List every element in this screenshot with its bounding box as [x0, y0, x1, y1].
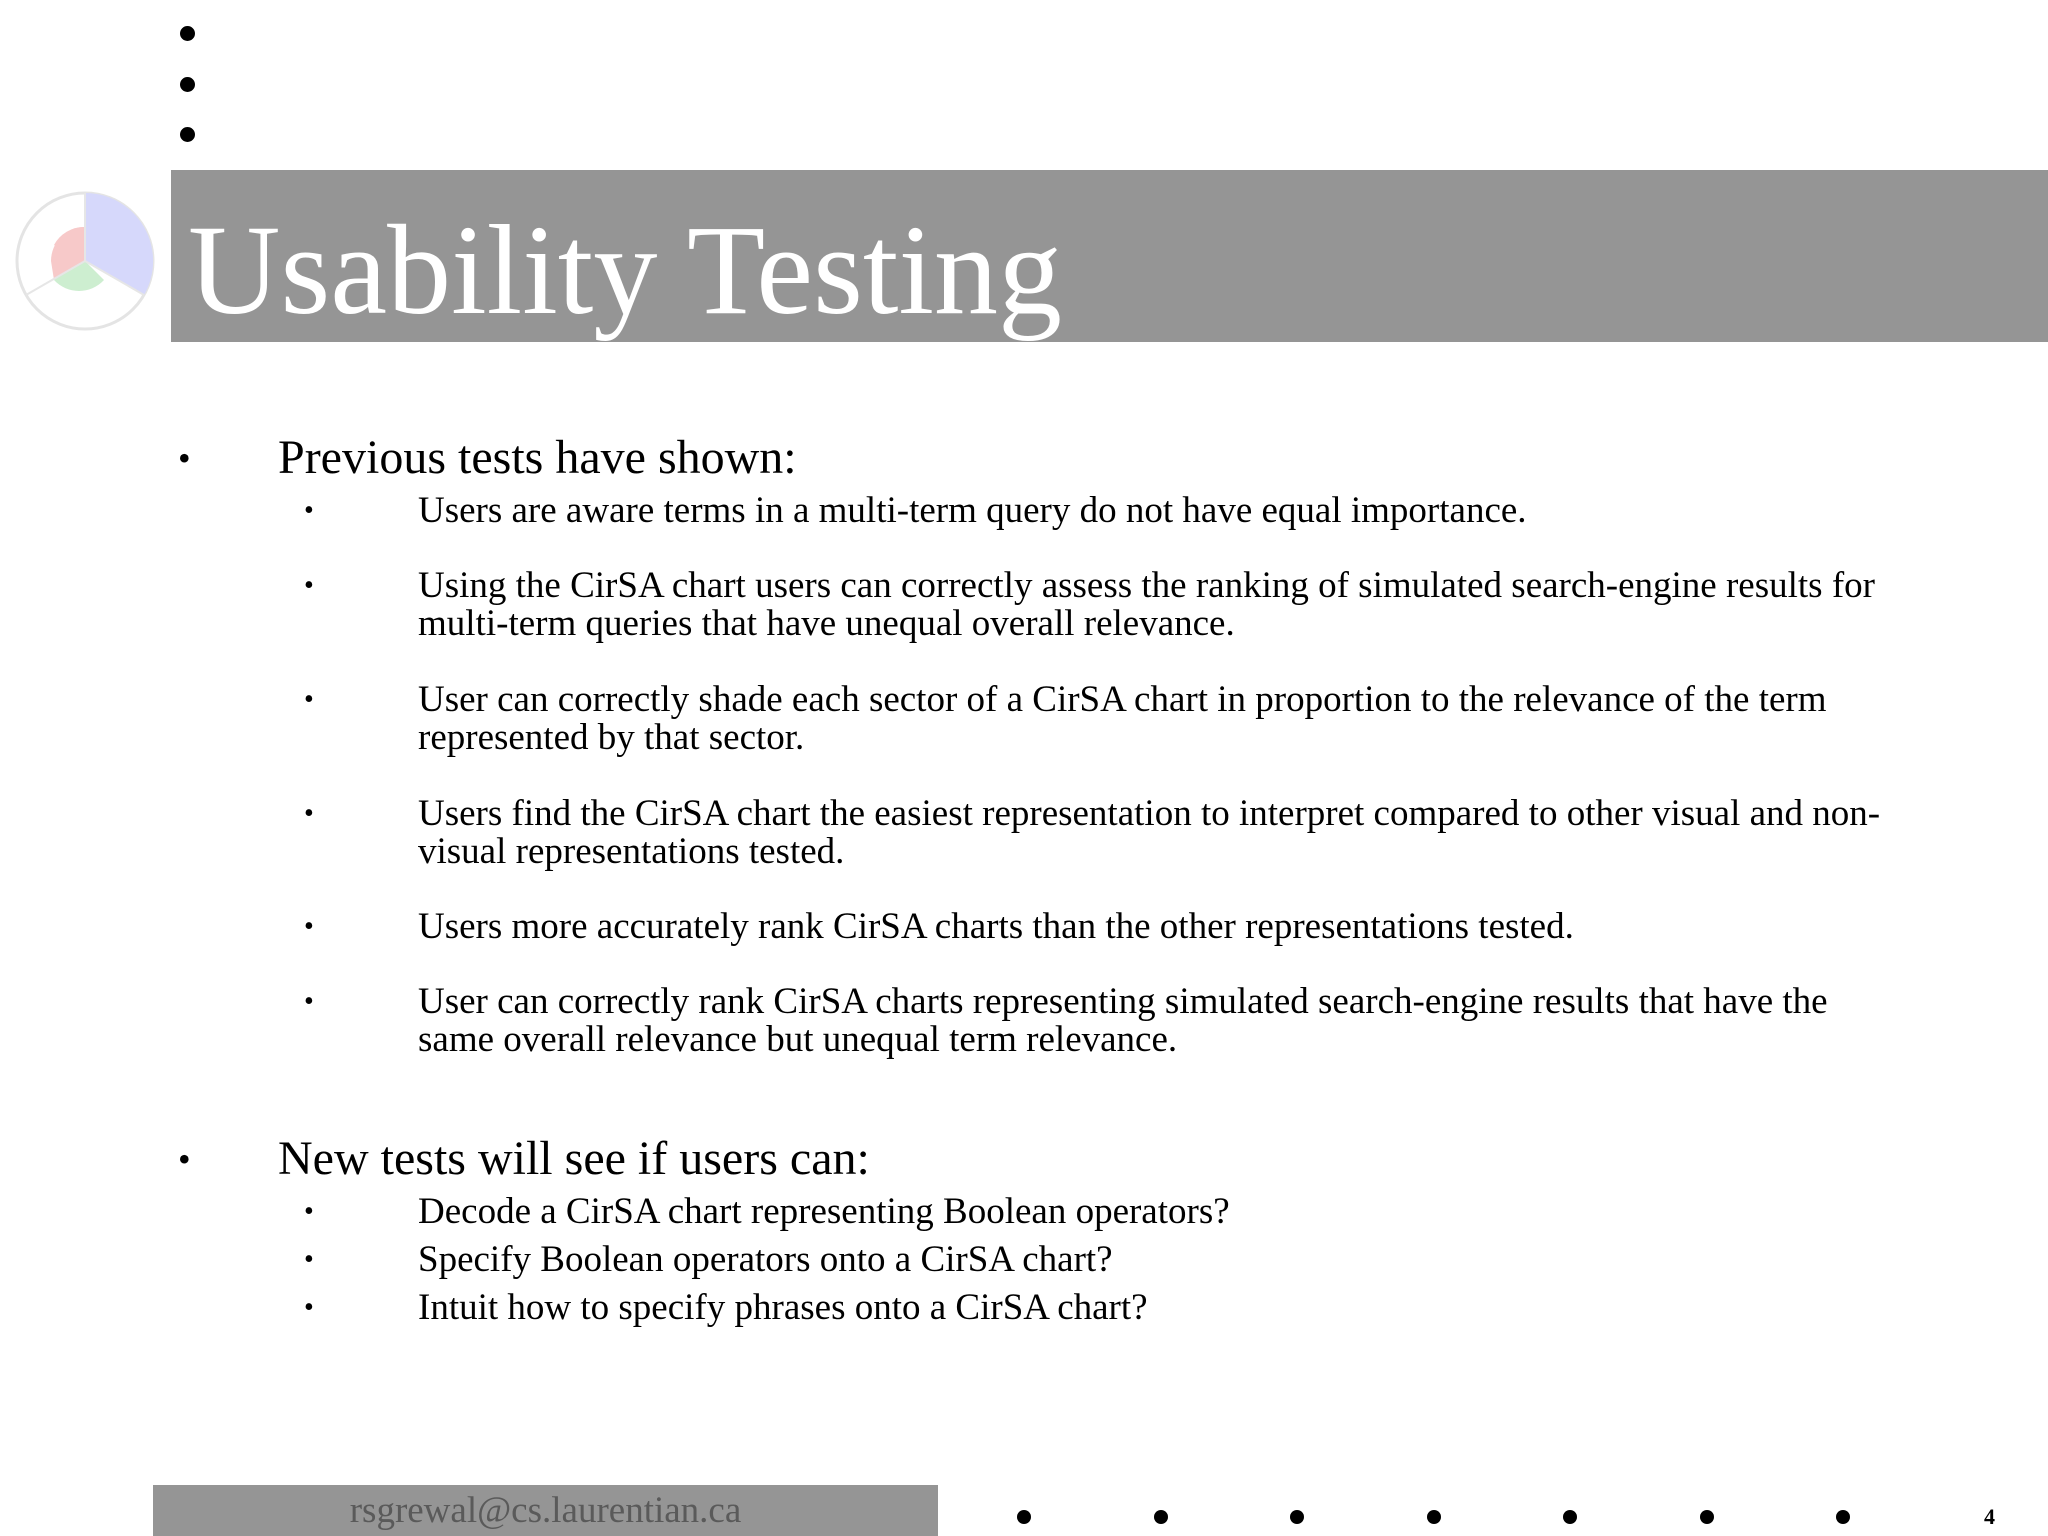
- decorative-dot: [180, 77, 195, 92]
- footer-email: rsgrewal@cs.laurentian.ca: [349, 1490, 742, 1531]
- footer-dot: [1290, 1510, 1304, 1524]
- bullet-icon: •: [304, 570, 314, 601]
- list-item: Specify Boolean operators onto a CirSA chart?: [418, 1239, 1113, 1280]
- list-item: Using the CirSA chart users can correctly assess the ranking of simulated search-engine results for multi-term queries that have unequal overall relevance.: [418, 565, 1875, 644]
- slide-title: Usability Testing: [188, 199, 1062, 341]
- bullet-icon: •: [178, 438, 191, 478]
- page-number: 4: [1984, 1504, 1995, 1529]
- footer-dot: [1700, 1510, 1714, 1524]
- bullet-icon: •: [304, 911, 314, 942]
- bullet-icon: •: [304, 495, 314, 526]
- bullet-icon: •: [304, 986, 314, 1017]
- bullet-icon: •: [304, 1292, 314, 1323]
- footer-dot: [1427, 1510, 1441, 1524]
- bullet-icon: •: [304, 1244, 314, 1275]
- bullet-icon: •: [304, 1196, 314, 1227]
- list-item: User can correctly shade each sector of a CirSA chart in proportion to the relevance of the term represented by that sector.: [418, 679, 1827, 758]
- footer-dot: [1017, 1510, 1031, 1524]
- cirsa-logo-icon: [14, 190, 156, 332]
- decorative-dot: [180, 26, 195, 41]
- bullet-icon: •: [178, 1139, 191, 1179]
- list-item: Users find the CirSA chart the easiest representation to interpret compared to other visual and non-visual representations tested.: [418, 793, 1881, 872]
- bullet-icon: •: [304, 798, 314, 829]
- footer-dot: [1836, 1510, 1850, 1524]
- section-heading: Previous tests have shown:: [278, 431, 797, 484]
- footer-dot: [1154, 1510, 1168, 1524]
- footer-dot: [1563, 1510, 1577, 1524]
- list-item: User can correctly rank CirSA charts representing simulated search-engine results that have the same overall relevance but unequal term relevance.: [418, 981, 1828, 1060]
- list-item: Users are aware terms in a multi-term query do not have equal importance.: [418, 490, 1527, 531]
- list-item: Intuit how to specify phrases onto a CirSA chart?: [418, 1287, 1148, 1328]
- list-item: Decode a CirSA chart representing Boolean operators?: [418, 1191, 1230, 1232]
- section-heading: New tests will see if users can:: [278, 1132, 870, 1185]
- bullet-icon: •: [304, 684, 314, 715]
- list-item: Users more accurately rank CirSA charts than the other representations tested.: [418, 906, 1574, 947]
- decorative-dot: [180, 127, 195, 142]
